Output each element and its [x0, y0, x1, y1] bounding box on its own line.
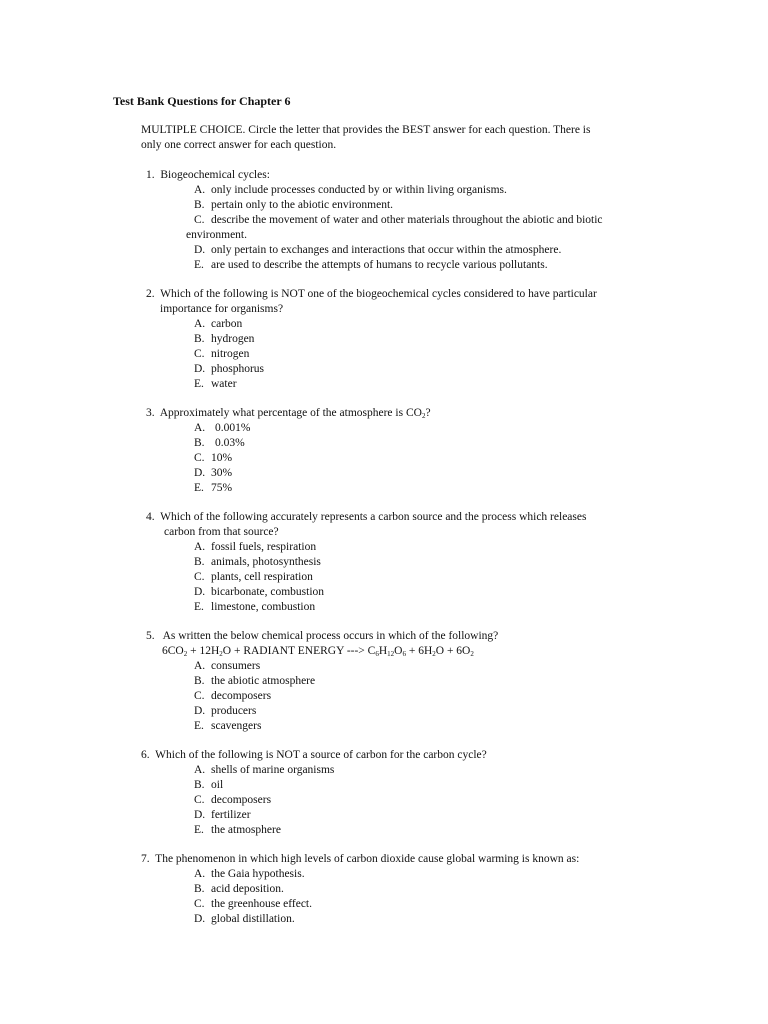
option-d[interactable]: D. global distillation. [194, 913, 295, 925]
question-number: 5. [146, 630, 155, 642]
instructions [141, 123, 646, 153]
question-stem-cont: importance for organisms? [160, 303, 284, 315]
option-e[interactable]: E. limestone, combustion [194, 601, 316, 613]
question-stem: Which of the following is NOT one of the biogeochemical cycles considered to have particular [160, 288, 597, 300]
question-stem: Which of the following accurately represents a carbon source and the process which releases [160, 511, 587, 523]
option-a[interactable]: A. the Gaia hypothesis. [194, 868, 305, 880]
option-a[interactable]: A. carbon [194, 318, 243, 330]
option-b[interactable]: B. the abiotic atmosphere [194, 675, 316, 687]
option-b[interactable]: B. oil [194, 779, 224, 791]
option-b[interactable]: B. acid deposition. [194, 883, 284, 895]
option-c[interactable]: C. the greenhouse effect. [194, 898, 313, 910]
question-stem-cont: carbon from that source? [164, 526, 279, 538]
question-number: 4. [146, 511, 155, 523]
question-number: 7. [141, 853, 150, 865]
option-e[interactable]: E. 75% [194, 482, 233, 494]
option-d[interactable]: D. producers [194, 705, 257, 717]
question-number: 3. [146, 407, 155, 419]
question-stem: Biogeochemical cycles: [160, 169, 270, 181]
question-6 [141, 748, 487, 838]
question-stem: As written the below chemical process occurs in which of the following? [162, 630, 499, 642]
page-title: Test Bank Questions for Chapter 6 [113, 94, 291, 108]
option-c[interactable]: C. nitrogen [194, 348, 250, 360]
question-number: 1. [146, 169, 155, 181]
option-d[interactable]: D. 30% [194, 467, 233, 479]
question-stem: Approximately what percentage of the atmosphere is $CO_2$? [159, 407, 431, 420]
option-c[interactable]: C. plants, cell respiration [194, 571, 313, 583]
instructions-line-2: only one correct answer for each question. [141, 139, 337, 151]
option-a[interactable]: A. consumers [194, 660, 261, 672]
question-stem: Which of the following is NOT a source of carbon for the carbon cycle? [155, 749, 487, 761]
option-b[interactable]: B. hydrogen [194, 333, 255, 345]
option-a[interactable]: A. only include processes conducted by or within living organisms. [194, 184, 507, 196]
question-number: 6. [141, 749, 150, 761]
option-c[interactable]: C. decomposers [194, 794, 272, 806]
option-e[interactable]: E. are used to describe the attempts of humans to recycle various pollutants. [194, 259, 548, 271]
option-b[interactable]: B. pertain only to the abiotic environment. [194, 199, 394, 211]
question-4 [146, 510, 586, 615]
question-number: 2. [146, 288, 155, 300]
question-5 [146, 629, 498, 734]
instructions-line-1: MULTIPLE CHOICE. Circle the letter that provides the BEST answer for each question. There is [141, 124, 591, 136]
option-d[interactable]: D. only pertain to exchanges and interactions that occur within the atmosphere. [194, 244, 562, 256]
option-e[interactable]: E. scavengers [194, 720, 262, 732]
option-c-continued: environment. [186, 229, 247, 241]
option-b[interactable]: B. 0.03% [194, 437, 245, 449]
option-e[interactable]: E. water [194, 378, 237, 390]
option-a[interactable]: A. fossil fuels, respiration [194, 541, 317, 553]
chemical-equation: $6CO_2 + 12H_2O$ + RADIANT ENERGY ---> $C_6H_{12}O_6 + 6H_2O + 6O_2$ [162, 645, 474, 658]
question-stem: The phenomenon in which high levels of carbon dioxide cause global warming is known as: [155, 853, 580, 865]
option-e[interactable]: E. the atmosphere [194, 824, 281, 836]
option-a[interactable]: A. 0.001% [194, 422, 251, 434]
question-1 [146, 168, 603, 273]
option-d[interactable]: D. bicarbonate, combustion [194, 586, 325, 598]
question-7 [141, 852, 579, 927]
question-3 [146, 406, 431, 496]
option-c[interactable]: C. decomposers [194, 690, 272, 702]
option-a[interactable]: A. shells of marine organisms [194, 764, 335, 776]
option-c[interactable]: C. describe the movement of water and other materials throughout the abiotic and biotic [194, 214, 603, 226]
option-d[interactable]: D. fertilizer [194, 809, 251, 821]
option-c[interactable]: C. 10% [194, 452, 233, 464]
option-d[interactable]: D. phosphorus [194, 363, 265, 375]
option-b[interactable]: B. animals, photosynthesis [194, 556, 321, 568]
question-2 [146, 287, 597, 392]
